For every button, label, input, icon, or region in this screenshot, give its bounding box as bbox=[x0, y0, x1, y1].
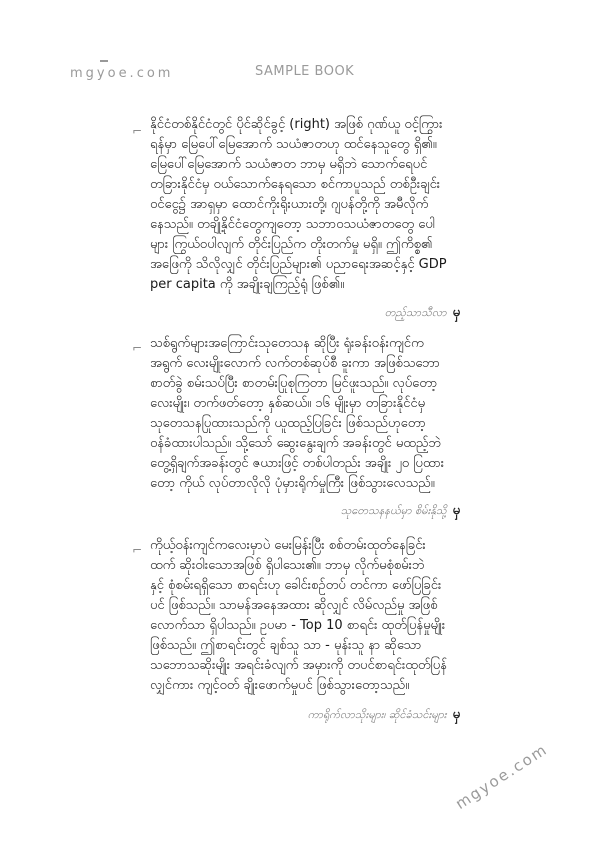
text-line: ဝင်ငွေ၌ အာရှမှာ ထောင်ကိုးရိုးယားတို့၊ ဂျပန်တို့ကို အမီလိုက် bbox=[150, 197, 429, 212]
source-text: တည့်သာသီလာ bbox=[384, 306, 447, 319]
text-line: မြေပေါ်မြေအောက် သယံဇာတ ဘာမှ မရှိဘဲ သောက်ရေပင် bbox=[150, 157, 428, 172]
text-line: အရွက် လေးမျိုးလောက် လက်တစ်ဆုပ်စီ ခူးကာ အဖြစ်သဘော bbox=[150, 356, 440, 371]
text-line: ဖြစ်သည်။ ဤစာရင်းတွင် ချစ်သူ သာ - မုန်းသူ နာ ဆိုသော bbox=[150, 638, 422, 653]
text-line: နေသည်။ တချို့နိုင်ငံတွေကျတော့ သဘာဝသယံဇာတတွေ ပေါ bbox=[150, 217, 435, 232]
end-symbol: မှ bbox=[452, 305, 460, 320]
text-line: သုတေသနပြုထားသည်ကို ယူထည့်ပြခြင်း ဖြစ်သည်ဟုတော့ bbox=[150, 416, 426, 431]
text-line: တခြားနိုင်ငံမှ ဝယ်သောက်နေရသော စင်ကာပူသည် တစ်ဦးချင်း bbox=[150, 177, 441, 192]
site-watermark: mgyoe.com bbox=[70, 66, 174, 81]
text-line: ကိုယ့်ဝန်းကျင်ကလေးမှာပဲ မေးမြန်းပြီး စစ်တမ်းထုတ်နေခြင်း bbox=[150, 538, 426, 553]
source-citation bbox=[341, 502, 460, 521]
text-line: လျှင်ကား ကျင့်ဝတ် ချိုးဖောက်မှုပင် ဖြစ်သွားတော့သည်။ bbox=[150, 678, 410, 693]
text-line: ပင် ဖြစ်သည်။ သာမန်အနေအထား ဆိုလျှင် လိမ်လည်မှု အဖြစ် bbox=[150, 598, 438, 613]
text-line: များ ကြွယ်ဝပါလျက် တိုင်းပြည်က တိုးတက်မှု မရှိ။ ဤကိစ္စ၏ bbox=[150, 237, 433, 252]
paragraph-3 bbox=[150, 536, 460, 696]
text-line: စာတ်ခွဲ စမ်းသပ်ပြီး စာတမ်းပြုစုကြတာ မြင်ဖူးသည်။ လုပ်တော့ bbox=[150, 376, 438, 391]
text-line: နှင့် စုံစမ်းရရှိသော စာရင်းဟု ခေါင်းစဉ်တပ် တင်ကာ ဖော်ပြခြင်း bbox=[150, 578, 442, 593]
text-line: သဘောသဆိုးမျိုး အရင်းခံလျက် အမှားကို တပင်စာရင်းထုတ်ပြန် bbox=[150, 658, 447, 673]
text-line: သစ်ရွက်များအကြောင်းသုတေသန ဆိုပြီး ရုံးခန်းဝန်းကျင်က bbox=[150, 336, 424, 351]
end-symbol: မှ bbox=[452, 707, 460, 722]
section-bracket-icon: ⌐ bbox=[132, 341, 143, 355]
text-line: per capita ကို အချိုးချကြည့်ရုံ ဖြစ်၏။ bbox=[150, 277, 345, 292]
text-line: နိုင်ငံတစ်နိုင်ငံတွင် ပိုင်ဆိုင်ခွင့် (right) အဖြစ် ဂုဏ်ယူ ဝင့်ကြွား bbox=[150, 117, 443, 132]
paragraph-1 bbox=[150, 115, 460, 295]
page-corner-mark bbox=[100, 60, 108, 62]
paragraph-2 bbox=[150, 334, 460, 494]
text-line: ဝန်ခံထားပါသည်။ သို့သော် ဆွေးနွေးချက် အခန်းတွင် မထည့်ဘဲ bbox=[150, 436, 441, 451]
section-bracket-icon: ⌐ bbox=[132, 124, 143, 138]
source-text: သုတေသနနယ်မှာ စိမ်းနိုသို့ bbox=[340, 504, 447, 517]
source-citation bbox=[308, 706, 460, 725]
source-citation bbox=[385, 304, 460, 323]
sample-book-label: SAMPLE BOOK bbox=[255, 64, 355, 79]
diagonal-watermark: mgyoe.com bbox=[452, 740, 552, 813]
text-line: ရန်မှာ မြေပေါ်မြေအောက် သယံဇာတဟု ထင်နေသူတွေ ရှိ၏။ bbox=[150, 137, 437, 152]
text-line: တွေ့ရှိချက်အခန်းတွင် ဇယားဖြင့် တစ်ပါတည်း အချိုး ၂၀ ပြထား bbox=[150, 456, 445, 471]
source-text: ကာရိုက်လာသိုးများ၊ ဆိုင်ခံသင်းများ bbox=[307, 708, 447, 721]
text-line: အဖြေကို သိလိုလျှင် တိုင်းပြည်များ၏ ပညာရေးအဆင့်နှင့် GDP bbox=[150, 257, 447, 272]
text-line: လေးမျိုး၊ တက်ဖတ်တော့ နှစ်ဆယ်။ ၁၆ မျိုးမှာ တခြားနိုင်ငံမှ bbox=[150, 396, 425, 411]
text-line: ထက် ဆိုးဝါးသောအဖြစ် ရှိပါသေး၏။ ဘာမှ လိုက်မစုံစမ်းဘဲ bbox=[150, 558, 425, 573]
text-line: လောက်သာ ရှိပါသည်။ ဥပမာ - Top 10 စာရင်း ထုတ်ပြန်မှုမျိုး bbox=[150, 618, 446, 633]
text-line: တော့ ကိုယ် လုပ်တာလိုလို ပုံမှားရိုက်မှုကြီး ဖြစ်သွားလေသည်။ bbox=[150, 476, 435, 491]
section-bracket-icon: ⌐ bbox=[132, 543, 143, 557]
end-symbol: မှ bbox=[452, 503, 460, 518]
